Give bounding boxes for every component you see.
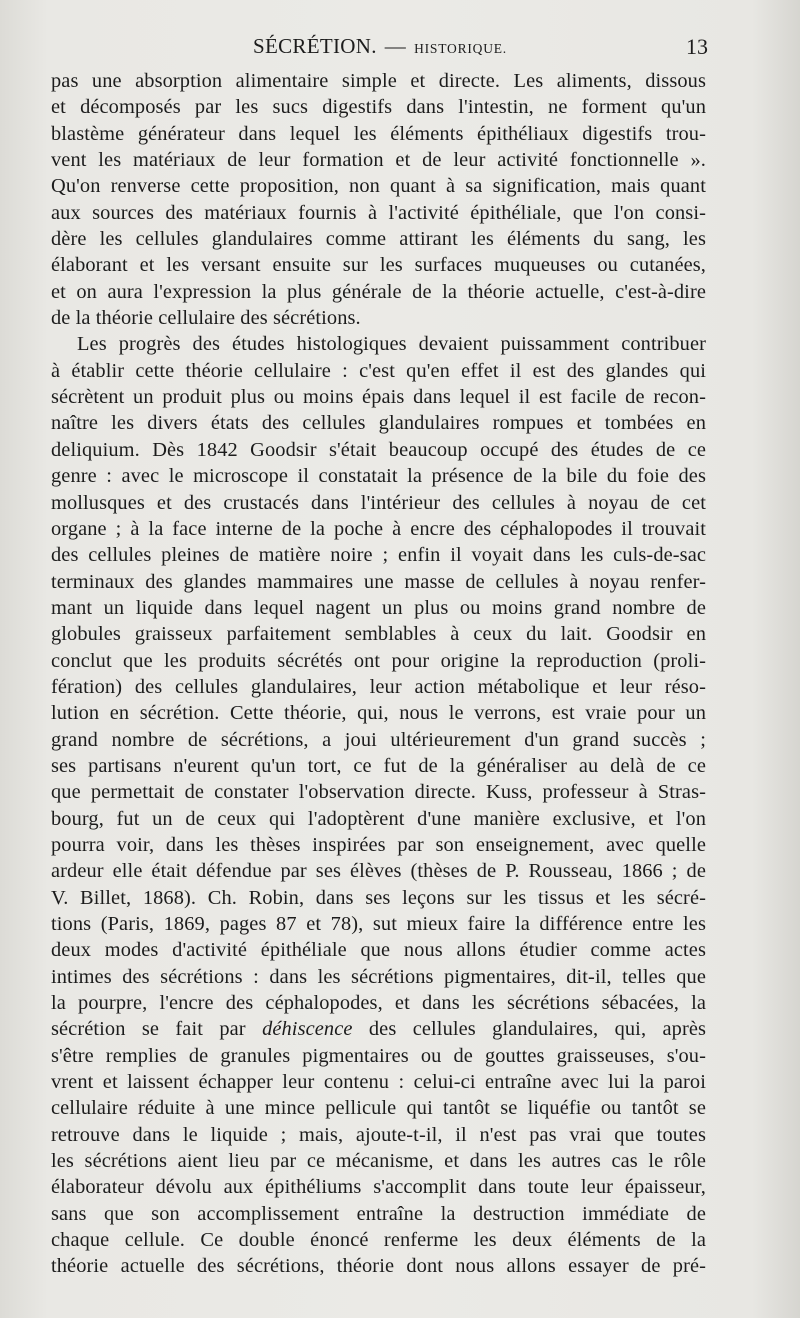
- text-line: sans que son accomplissement entraîne la destruction immédiate de: [51, 1202, 706, 1225]
- text-line-with-italic: [51, 1016, 706, 1042]
- text-line: élaborant et les versant ensuite sur les surfaces muqueuses ou cutanées,: [51, 254, 706, 277]
- text-line: la pourpre, l'encre des céphalopodes, et dans les sécrétions sébacées, la: [51, 992, 706, 1015]
- text-line: deux modes d'activité épithéliale que nous allons étudier comme actes: [51, 939, 706, 962]
- text-line: et décomposés par les sucs digestifs dans l'intestin, ne forment qu'un: [51, 96, 706, 119]
- text-segment: des cellules glandulaires, qui, après: [368, 1018, 707, 1041]
- chapter-title: SÉCRÉTION.: [253, 34, 377, 58]
- paragraph-end-line: de la théorie cellulaire des sécrétions.: [51, 307, 361, 330]
- text-line: grand nombre de sécrétions, a joui ultérieurement d'un grand succès ;: [51, 728, 706, 751]
- text-line: s'être remplies de granules pigmentaires ou de gouttes graisseuses, s'ou-: [51, 1044, 706, 1067]
- running-title: [52, 34, 708, 59]
- text-line: que permettait de constater l'observation directe. Kuss, professeur à Stras-: [51, 781, 706, 804]
- text-line: dère les cellules glandulaires comme attirant les éléments du sang, les: [51, 228, 706, 251]
- text-line: deliquium. Dès 1842 Goodsir s'était beaucoup occupé des études de ce: [51, 438, 706, 461]
- text-line: bourg, fut un de ceux qui l'adoptèrent d'une manière exclusive, et l'on: [51, 807, 706, 830]
- text-line: vrent et laissent échapper leur contenu : celui-ci entraîne avec lui la paroi: [51, 1071, 706, 1094]
- text-line: fération) des cellules glandulaires, leur action métabolique et leur réso-: [51, 675, 706, 698]
- paragraph-first-line: Les progrès des études histologiques devaient puissamment contribuer: [77, 333, 706, 356]
- text-line: sécrètent un produit plus ou moins épais dans lequel il est facile de recon-: [51, 386, 706, 409]
- text-line: naître les divers états des cellules glandulaires rompues et tombées en: [51, 412, 706, 435]
- text-line: intimes des sécrétions : dans les sécrétions pigmentaires, dit-il, telles que: [51, 965, 706, 988]
- text-line: tions (Paris, 1869, pages 87 et 78), sut mieux faire la différence entre les: [51, 913, 706, 935]
- page-header: [52, 34, 708, 66]
- text-line: conclut que les produits sécrétés ont pour origine la reproduction (proli-: [51, 649, 706, 672]
- text-line: V. Billet, 1868). Ch. Robin, dans ses leçons sur les tissus et les sécré-: [51, 886, 706, 909]
- text-line: et on aura l'expression la plus générale de la théorie actuelle, c'est-à-dire: [51, 280, 706, 303]
- text-line: vent les matériaux de leur formation et de leur activité fonctionnelle ».: [51, 149, 706, 172]
- italic-term: déhiscence: [262, 1018, 353, 1041]
- text-line: Qu'on renverse cette proposition, non quant à sa signification, mais quant: [51, 175, 706, 198]
- body-text: [51, 68, 706, 1280]
- text-line: blastème générateur dans lequel les éléments épithéliaux digestifs trou-: [51, 122, 706, 145]
- text-segment: sécrétion se fait par: [51, 1018, 246, 1041]
- text-line: à établir cette théorie cellulaire : c'est qu'en effet il est des glandes qui: [51, 359, 706, 382]
- title-dash: —: [384, 34, 407, 58]
- text-line: retrouve dans le liquide ; mais, ajoute-t-il, il n'est pas vrai que toutes: [51, 1123, 706, 1146]
- text-line: des cellules pleines de matière noire ; enfin il voyait dans les culs-de-sac: [51, 544, 706, 567]
- text-line: ardeur elle était défendue par ses élèves (thèses de P. Rousseau, 1866 ; de: [51, 860, 706, 883]
- text-line: mant un liquide dans lequel nagent un plus ou moins grand nombre de: [51, 596, 706, 619]
- text-line: pourra voir, dans les thèses inspirées par son enseignement, avec quelle: [51, 833, 706, 856]
- text-line: mollusques et des crustacés dans l'intérieur des cellules à noyau de cet: [51, 491, 706, 514]
- text-line: ses partisans n'eurent qu'un tort, ce fut de la généraliser au delà de ce: [51, 754, 706, 777]
- text-line: cellulaire réduite à une mince pellicule qui tantôt se liquéfie ou tantôt se: [51, 1097, 706, 1120]
- text-line: aux sources des matériaux fournis à l'activité épithéliale, que l'on consi-: [51, 201, 706, 224]
- page-number: 13: [686, 34, 708, 59]
- text-line: lution en sécrétion. Cette théorie, qui, nous le verrons, est vraie pour un: [51, 702, 706, 725]
- text-line: chaque cellule. Ce double énoncé renferme les deux éléments de la: [51, 1229, 706, 1252]
- text-line: genre : avec le microscope il constatait la présence de la bile du foie des: [51, 465, 706, 488]
- text-line: organe ; à la face interne de la poche à encre des céphalopodes il trouvait: [51, 517, 706, 540]
- text-line: élaborateur dévolu aux épithéliums s'accomplit dans toute leur épaisseur,: [51, 1176, 706, 1199]
- text-line: globules graisseux parfaitement semblables à ceux du lait. Goodsir en: [51, 623, 706, 646]
- text-line: les sécrétions aient lieu par ce mécanisme, et dans les autres cas le rôle: [51, 1150, 706, 1173]
- text-line: théorie actuelle des sécrétions, théorie dont nous allons essayer de pré-: [51, 1255, 706, 1278]
- text-line: terminaux des glandes mammaires une masse de cellules à noyau renfer-: [51, 570, 706, 593]
- section-subtitle: HISTORIQUE.: [414, 41, 507, 56]
- text-line: pas une absorption alimentaire simple et directe. Les aliments, dissous: [51, 70, 706, 92]
